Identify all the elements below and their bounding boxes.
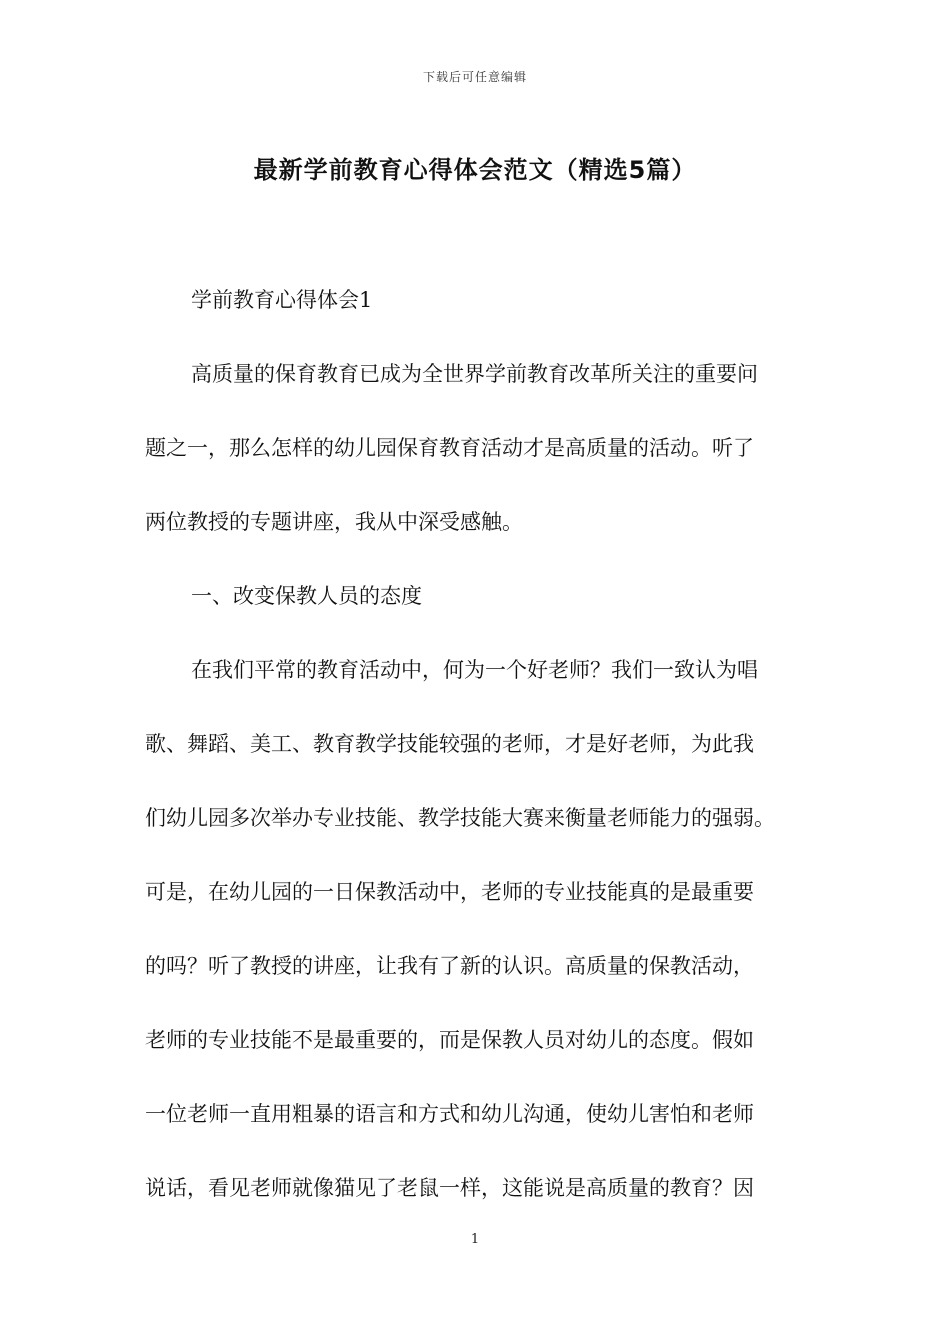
- page-number: 1: [470, 1232, 480, 1247]
- paragraph-line: 们幼儿园多次举办专业技能、教学技能大赛来衡量老师能力的强弱。: [145, 806, 775, 830]
- paragraph-line: 题之一，那么怎样的幼儿园保育教育活动才是高质量的活动。听了: [145, 436, 754, 460]
- paragraph-line: 歌、舞蹈、美工、教育教学技能较强的老师，才是好老师，为此我: [145, 732, 754, 756]
- section-heading: 学前教育心得体会1: [191, 288, 373, 312]
- paragraph-line: 在我们平常的教育活动中，何为一个好老师？我们一致认为唱: [191, 658, 758, 682]
- paragraph-line: 可是，在幼儿园的一日保教活动中，老师的专业技能真的是最重要: [145, 880, 754, 904]
- paragraph-line: 一位老师一直用粗暴的语言和方式和幼儿沟通，使幼儿害怕和老师: [145, 1102, 754, 1126]
- paragraph-line: 说话，看见老师就像猫见了老鼠一样，这能说是高质量的教育？因: [145, 1176, 754, 1200]
- paragraph-line: 高质量的保育教育已成为全世界学前教育改革所关注的重要问: [191, 362, 758, 386]
- paragraph-line: 两位教授的专题讲座，我从中深受感触。: [145, 510, 523, 534]
- paragraph-line: 老师的专业技能不是最重要的，而是保教人员对幼儿的态度。假如: [145, 1028, 754, 1052]
- document-body: [145, 270, 817, 1232]
- subsection-heading: 一、改变保教人员的态度: [191, 584, 422, 608]
- header-note: 下载后可任意编辑: [422, 70, 527, 84]
- document-title: 最新学前教育心得体会范文（精选5篇）: [253, 156, 697, 184]
- paragraph-line: 的吗？听了教授的讲座，让我有了新的认识。高质量的保教活动，: [145, 954, 754, 978]
